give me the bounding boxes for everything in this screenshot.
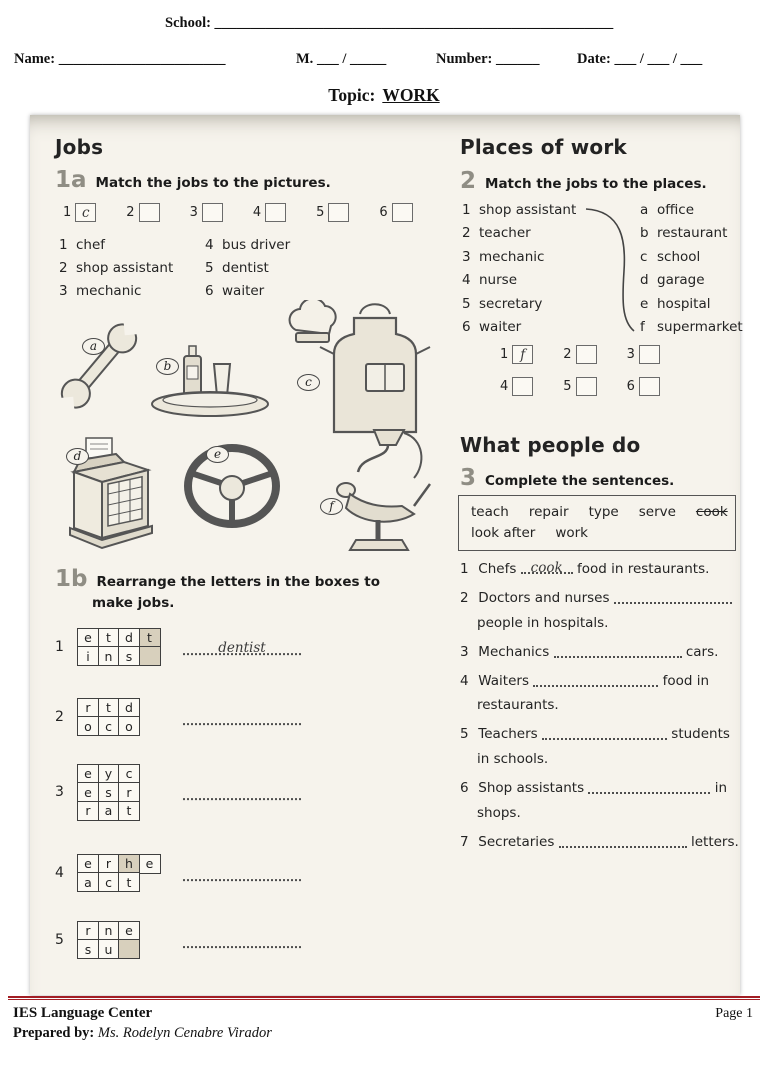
answer-pair xyxy=(253,203,286,222)
letter-cell: e xyxy=(139,854,161,874)
letter-cell: t xyxy=(139,628,161,648)
ex3-sentences xyxy=(460,557,741,859)
answer-number: 3 xyxy=(626,347,635,362)
sentence-number: 3 xyxy=(460,643,469,660)
sentence-number: 2 xyxy=(460,590,469,607)
answer-box xyxy=(639,345,660,364)
letter-cell: n xyxy=(98,921,120,941)
match-job-number: 3 xyxy=(462,248,471,265)
job-label: dentist xyxy=(222,260,269,276)
ex2-answer-row-2 xyxy=(500,377,660,396)
letter-grid xyxy=(77,628,161,667)
letter-cell xyxy=(139,646,161,666)
places-heading: Places of work xyxy=(460,135,627,159)
picture-label-f: f xyxy=(320,498,343,515)
job-number: 2 xyxy=(59,260,68,276)
answer-box xyxy=(139,203,160,222)
letter-cell: c xyxy=(118,764,140,784)
letter-grid xyxy=(77,854,161,893)
answer-number: 1 xyxy=(500,347,509,362)
sentence-pre: Mechanics xyxy=(478,643,550,660)
answer-number: 5 xyxy=(563,379,572,394)
answer-box xyxy=(576,377,597,396)
letter-cell: a xyxy=(98,801,120,821)
match-place-label: supermarket xyxy=(657,319,743,336)
answer-box xyxy=(576,345,597,364)
anagram-item xyxy=(55,627,315,667)
match-job-label: mechanic xyxy=(479,248,545,265)
tray-illustration xyxy=(142,342,282,422)
ex1a-answer-row xyxy=(63,203,413,222)
ex1a-header xyxy=(55,167,331,193)
sentence-pre: Chefs xyxy=(478,561,517,577)
match-line xyxy=(462,199,747,344)
answer-pair xyxy=(63,203,96,222)
m-field xyxy=(296,51,386,68)
answer-box xyxy=(392,203,413,222)
bank-word: look after xyxy=(471,525,536,541)
page-number: Page 1 xyxy=(715,1006,753,1021)
match-place-letter: b xyxy=(640,225,649,242)
job-number: 4 xyxy=(205,237,214,253)
answer-number: 4 xyxy=(500,379,509,394)
letter-cell: c xyxy=(98,716,120,736)
letter-cell: u xyxy=(98,939,120,959)
jobs-list-1 xyxy=(59,234,173,303)
prepared-by-label: Prepared by: xyxy=(13,1025,95,1041)
anagram-number: 3 xyxy=(55,784,64,800)
school-blank-line: _______________________________________________________ xyxy=(214,15,614,31)
sentence-number: 7 xyxy=(460,833,469,850)
sentence-number: 6 xyxy=(460,780,469,796)
answer-pair xyxy=(627,345,660,364)
answer-pair xyxy=(316,203,349,222)
match-job-label: nurse xyxy=(479,272,518,289)
letter-cell: i xyxy=(77,646,99,666)
date-label: Date: xyxy=(577,51,611,67)
letter-cell: r xyxy=(77,921,99,941)
sentence xyxy=(460,557,741,582)
ex2-number: 2 xyxy=(460,168,477,194)
anagram-answer-line xyxy=(183,930,301,948)
answer-number: 3 xyxy=(189,205,198,220)
sentence xyxy=(460,776,741,825)
anagram-number: 2 xyxy=(55,709,64,725)
answer-pair xyxy=(563,377,596,396)
anagram-answer-line xyxy=(183,707,301,725)
job-item xyxy=(205,234,290,257)
match-job-label: waiter xyxy=(479,319,522,336)
letter-cell: e xyxy=(118,921,140,941)
sentence-blank xyxy=(542,725,667,740)
ex1b-number: 1b xyxy=(55,566,88,592)
sentence-pre: Secretaries xyxy=(478,833,555,850)
jobs-list-2 xyxy=(205,234,290,303)
match-place-letter: e xyxy=(640,295,649,312)
sentence-pre: Shop assistants xyxy=(478,780,585,796)
answer-box xyxy=(512,377,533,396)
ex2-match-area xyxy=(462,199,747,344)
sentence-blank xyxy=(554,643,682,658)
handwritten-answer: c xyxy=(82,204,90,221)
footer-divider xyxy=(8,996,760,1000)
letter-cell: e xyxy=(77,854,99,874)
sentence-blank xyxy=(588,779,710,794)
answer-number: 1 xyxy=(63,205,72,220)
match-place-label: hospital xyxy=(657,295,711,312)
number-field xyxy=(436,51,540,68)
school-field xyxy=(165,15,613,32)
answer-pair xyxy=(126,203,159,222)
sentence-post: food in restaurants. xyxy=(576,561,710,577)
anagram-answer-line xyxy=(183,863,301,881)
ex2-answer-row-1 xyxy=(500,345,660,364)
sentence-pre: Teachers xyxy=(478,726,538,743)
number-blank-line: ______ xyxy=(496,51,540,67)
sentence xyxy=(460,830,741,855)
anagram-answer-line xyxy=(183,637,301,655)
picture-label-a: a xyxy=(82,338,105,355)
job-item xyxy=(205,257,290,280)
letter-cell: t xyxy=(118,872,140,892)
sentence-number: 1 xyxy=(460,561,469,577)
job-number: 1 xyxy=(59,237,68,253)
handwritten-answer: dentist xyxy=(218,640,266,657)
letter-grid xyxy=(77,921,140,960)
picture-label-d: d xyxy=(66,448,89,465)
anagram-number: 4 xyxy=(55,865,64,881)
picture-label-e: e xyxy=(206,446,229,463)
m-label: M. xyxy=(296,51,314,67)
bank-word: repair xyxy=(528,504,569,520)
letter-cell: a xyxy=(77,872,99,892)
date-blank-line: ___ / ___ / ___ xyxy=(614,51,703,67)
answer-box xyxy=(328,203,349,222)
sentence-blank xyxy=(559,833,687,848)
match-place-letter: d xyxy=(640,272,649,289)
answer-number: 6 xyxy=(379,205,388,220)
what-heading: What people do xyxy=(460,433,641,457)
job-number: 5 xyxy=(205,260,214,276)
match-place-label: garage xyxy=(657,272,705,289)
answer-box xyxy=(265,203,286,222)
ex3-instruction: Complete the sentences. xyxy=(485,473,675,489)
job-label: shop assistant xyxy=(76,260,174,276)
job-number: 6 xyxy=(205,283,214,299)
answer-pair xyxy=(627,377,660,396)
anagram-answer-line xyxy=(183,782,301,800)
letter-cell: e xyxy=(77,628,99,648)
sentence-post: in shops. xyxy=(477,780,728,821)
letter-cell: h xyxy=(118,854,140,874)
job-label: waiter xyxy=(222,283,265,299)
wrench-illustration xyxy=(52,310,147,422)
sentence-blank xyxy=(533,672,658,687)
match-job-label: shop assistant xyxy=(479,202,577,218)
answer-box xyxy=(75,203,96,222)
footer-prepared-by xyxy=(13,1025,272,1042)
pictures-area xyxy=(50,300,450,562)
letter-cell: d xyxy=(118,698,140,718)
handwritten-answer: f xyxy=(520,346,526,363)
letter-cell: e xyxy=(77,782,99,802)
topic-title xyxy=(0,85,768,106)
steering-wheel-illustration xyxy=(172,438,292,538)
sentence-post: students in schools. xyxy=(477,726,730,767)
ex1b-instruction: Rearrange the letters in the boxes to make jobs. xyxy=(92,574,380,611)
match-place-label: restaurant xyxy=(657,225,728,242)
letter-grid xyxy=(77,698,140,737)
letter-cell: r xyxy=(77,801,99,821)
match-job-number: 4 xyxy=(462,272,471,289)
answer-number: 2 xyxy=(126,205,135,220)
anagram-item xyxy=(55,763,315,821)
letter-cell: o xyxy=(118,716,140,736)
bank-word: type xyxy=(588,504,619,520)
prepared-by-name: Ms. Rodelyn Cenabre Virador xyxy=(97,1025,272,1041)
sentence-pre: Doctors and nurses xyxy=(478,590,610,607)
answer-number: 4 xyxy=(252,205,262,220)
sentence-pre: Waiters xyxy=(478,672,529,689)
anagram-item xyxy=(55,920,315,960)
sentence-blank xyxy=(521,559,573,574)
answer-pair xyxy=(190,203,223,222)
ex3-number: 3 xyxy=(460,465,477,491)
ex1a-number: 1a xyxy=(55,167,87,193)
job-label: chef xyxy=(76,237,106,253)
letter-cell: t xyxy=(98,628,120,648)
answer-pair xyxy=(500,377,533,396)
ex2-instruction: Match the jobs to the places. xyxy=(485,176,707,192)
date-field xyxy=(577,51,702,68)
answer-box xyxy=(639,377,660,396)
bank-word-struck: cook xyxy=(695,504,728,520)
letter-cell: y xyxy=(98,764,120,784)
topic-label: Topic: xyxy=(328,85,376,105)
name-field xyxy=(14,51,225,68)
m-blank-line: ___ / _____ xyxy=(316,51,387,67)
sentence-post: food in restaurants. xyxy=(477,672,710,714)
bank-word: serve xyxy=(638,504,676,520)
handwritten-answer: cook xyxy=(530,560,563,576)
match-place-letter: a xyxy=(640,202,649,218)
ex1b-header xyxy=(55,566,407,613)
picture-label-b: b xyxy=(156,358,179,375)
school-label: School: xyxy=(165,15,211,31)
letter-cell: n xyxy=(98,646,120,666)
word-bank-row xyxy=(471,523,723,544)
sentence-post: people in hospitals. xyxy=(477,614,609,631)
match-job-number: 5 xyxy=(462,295,471,312)
answer-number: 2 xyxy=(563,347,572,362)
letter-cell: c xyxy=(98,872,120,892)
match-place-label: school xyxy=(657,248,701,265)
letter-cell: e xyxy=(77,764,99,784)
letter-cell: d xyxy=(118,628,140,648)
anagram-item xyxy=(55,697,315,737)
picture-label-c: c xyxy=(297,374,320,391)
anagram-item xyxy=(55,853,315,893)
sentence-blank xyxy=(614,589,732,604)
match-place-label: office xyxy=(657,202,695,218)
ex2-header xyxy=(460,168,707,194)
answer-pair xyxy=(500,345,533,364)
answer-box xyxy=(512,345,533,364)
name-blank-line: _______________________ xyxy=(58,51,226,67)
sentence xyxy=(460,722,741,771)
letter-cell: s xyxy=(118,646,140,666)
ex3-header xyxy=(460,465,674,491)
name-label: Name: xyxy=(14,51,56,67)
number-label: Number: xyxy=(436,51,493,67)
job-label: bus driver xyxy=(222,237,291,253)
ex1a-instruction: Match the jobs to the pictures. xyxy=(95,175,331,191)
jobs-heading: Jobs xyxy=(55,135,104,159)
match-job-number: 6 xyxy=(462,319,471,336)
letter-cell: t xyxy=(118,801,140,821)
answer-box xyxy=(202,203,223,222)
letter-cell: r xyxy=(98,854,120,874)
word-bank xyxy=(458,495,736,551)
match-job-number: 2 xyxy=(462,225,471,242)
letter-cell: r xyxy=(118,782,140,802)
letter-cell: r xyxy=(77,698,99,718)
anagram-number: 5 xyxy=(55,932,64,948)
sentence xyxy=(460,669,741,718)
worksheet-scan xyxy=(30,115,743,995)
footer-organization: IES Language Center xyxy=(13,1005,153,1021)
job-item xyxy=(59,234,173,257)
anagram-number: 1 xyxy=(55,639,64,655)
match-job-label: teacher xyxy=(479,225,531,242)
sentence-number: 5 xyxy=(460,726,469,743)
match-place-letter: f xyxy=(640,319,645,336)
letter-cell: t xyxy=(98,698,120,718)
sentence xyxy=(460,586,741,635)
bank-word: teach xyxy=(471,504,509,520)
topic-value: WORK xyxy=(382,85,440,105)
answer-number: 6 xyxy=(626,379,635,394)
letter-grid xyxy=(77,764,140,821)
job-number: 3 xyxy=(59,283,68,299)
answer-pair xyxy=(563,345,596,364)
letter-cell xyxy=(118,939,140,959)
answer-number: 5 xyxy=(316,205,325,220)
sentence xyxy=(460,640,741,665)
match-job-label: secretary xyxy=(479,295,543,312)
sentence-post: letters. xyxy=(690,833,739,850)
match-job-number: 1 xyxy=(462,202,471,218)
answer-pair xyxy=(379,203,412,222)
job-label: mechanic xyxy=(76,283,142,299)
job-item xyxy=(59,257,173,280)
word-bank-row xyxy=(471,502,728,523)
match-place-letter: c xyxy=(640,248,648,265)
sentence-post: cars. xyxy=(685,643,719,660)
letter-cell: s xyxy=(77,939,99,959)
bank-word: work xyxy=(555,525,588,541)
dentist-chair-illustration xyxy=(316,426,446,560)
letter-cell: s xyxy=(98,782,120,802)
letter-cell: o xyxy=(77,716,99,736)
sentence-number: 4 xyxy=(460,672,469,689)
